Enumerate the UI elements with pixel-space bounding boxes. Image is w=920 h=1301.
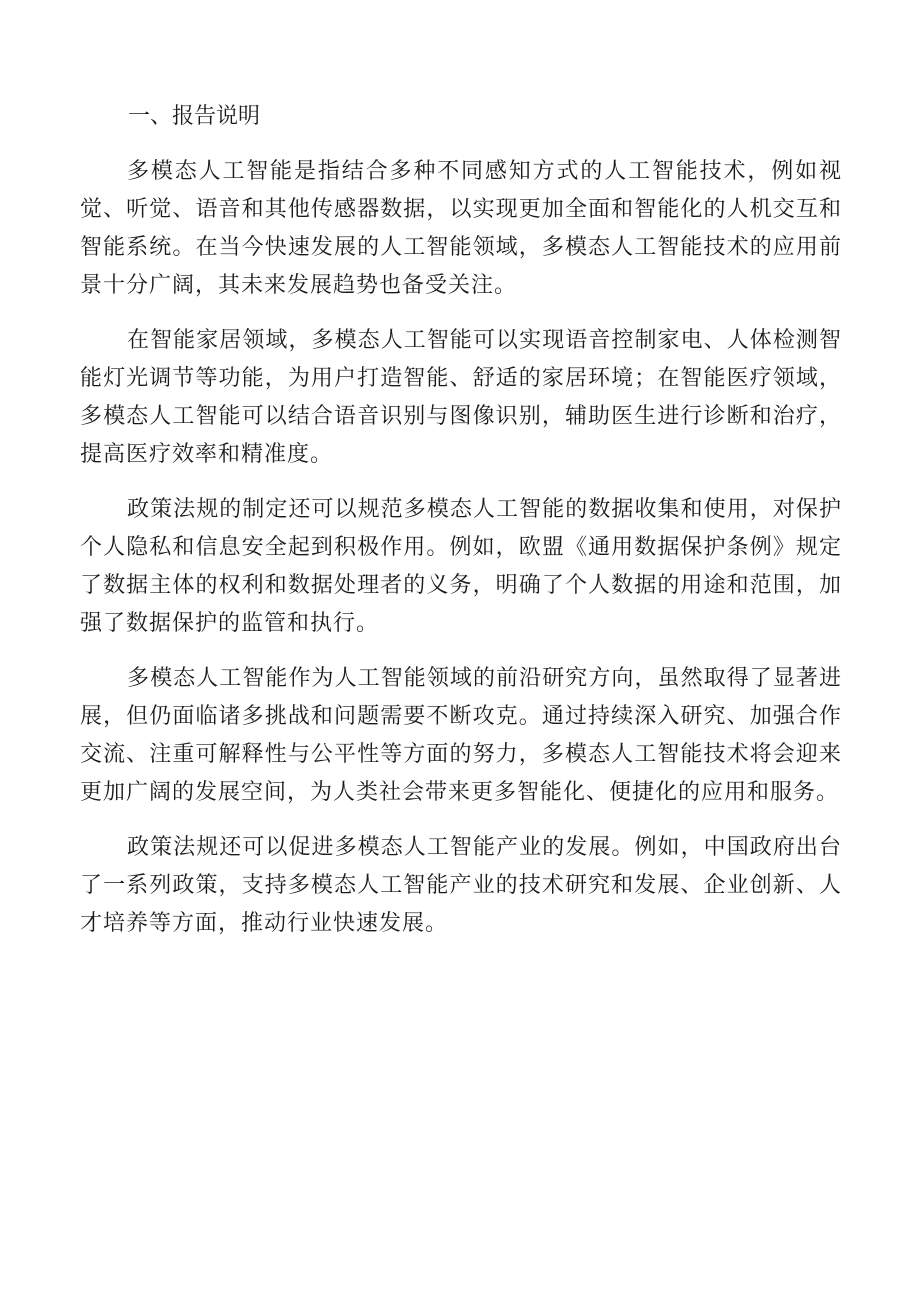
paragraph-1: 多模态人工智能是指结合多种不同感知方式的人工智能技术，例如视觉、听觉、语音和其他传感器数据，以实现更加全面和智能化的人机交互和智能系统。在当今快速发展的人工智能领域，多模态人工智能技术的应用前景十分广阔，其未来发展趋势也备受关注。 (80, 159, 842, 298)
document-body (80, 98, 842, 943)
paragraph-4: 多模态人工智能作为人工智能领域的前沿研究方向，虽然取得了显著进展，但仍面临诸多挑战和问题需要不断攻克。通过持续深入研究、加强合作交流、注重可解释性与公平性等方面的努力，多模态人工智能技术将会迎来更加广阔的发展空间，为人类社会带来更多智能化、便捷化的应用和服务。 (80, 666, 842, 805)
paragraph-3: 政策法规的制定还可以规范多模态人工智能的数据收集和使用，对保护个人隐私和信息安全起到积极作用。例如，欧盟《通用数据保护条例》规定了数据主体的权利和数据处理者的义务，明确了个人数据的用途和范围，加强了数据保护的监管和执行。 (80, 497, 842, 636)
paragraph-2: 在智能家居领域，多模态人工智能可以实现语音控制家电、人体检测智能灯光调节等功能，为用户打造智能、舒适的家居环境；在智能医疗领域，多模态人工智能可以结合语音识别与图像识别，辅助医生进行诊断和治疗，提高医疗效率和精准度。 (80, 328, 842, 467)
section-heading: 一、报告说明 (128, 104, 261, 129)
paragraph-5: 政策法规还可以促进多模态人工智能产业的发展。例如，中国政府出台了一系列政策，支持多模态人工智能产业的技术研究和发展、企业创新、人才培养等方面，推动行业快速发展。 (80, 835, 842, 936)
